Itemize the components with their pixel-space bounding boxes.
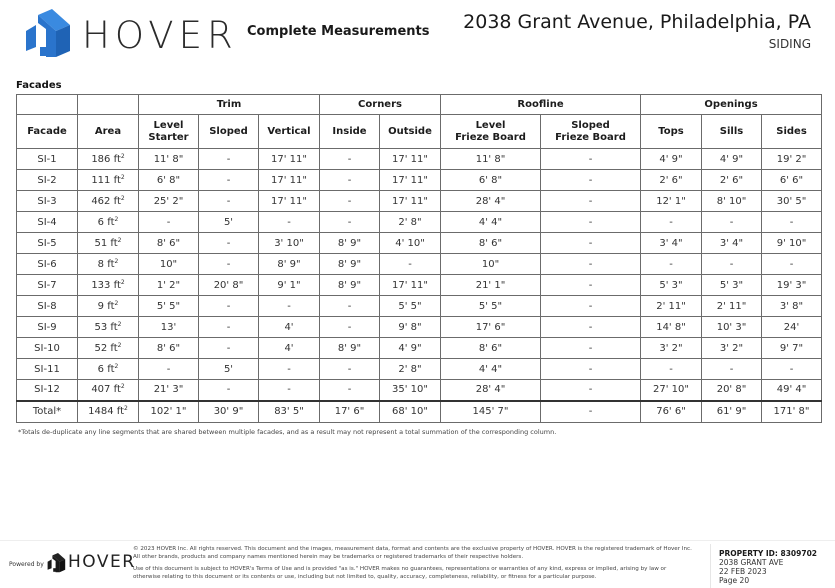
cell-vertical: 4' [259, 317, 320, 338]
cell-tops: 27' 10" [641, 380, 702, 401]
cell-outside: 35' 10" [380, 380, 441, 401]
cell-facade: SI-4 [17, 212, 78, 233]
col-header-inside: Inside [320, 115, 380, 149]
cell-sides: 9' 7" [762, 338, 822, 359]
cell-sides: - [762, 359, 822, 380]
cell-sloped-frieze: - [541, 212, 641, 233]
cell-outside: 4' 10" [380, 233, 441, 254]
cell-sloped-frieze: - [541, 191, 641, 212]
group-header-openings: Openings [641, 95, 822, 115]
cell-sides: - [762, 254, 822, 275]
cell-level-starter: 5' 5" [139, 296, 199, 317]
cell-inside: 8' 9" [320, 233, 380, 254]
cell-area: 6 $ft^2$ [78, 359, 139, 380]
table-row [17, 380, 822, 401]
cell-area: 8 $ft^2$ [78, 254, 139, 275]
table-row [17, 359, 822, 380]
cell-area: 111 $ft^2$ [78, 170, 139, 191]
col-header-area: Area [78, 115, 139, 149]
cell-outside: 9' 8" [380, 317, 441, 338]
cell-vertical: 17' 11" [259, 170, 320, 191]
cell-outside: 2' 8" [380, 212, 441, 233]
cell-vertical: - [259, 359, 320, 380]
cell-level-starter: 13' [139, 317, 199, 338]
cell-sloped: 30' 9" [199, 401, 259, 423]
cell-facade: SI-2 [17, 170, 78, 191]
col-header-level-frieze-board: Level Frieze Board [441, 115, 541, 149]
cell-sills: - [702, 359, 762, 380]
cell-area: 133 $ft^2$ [78, 275, 139, 296]
cell-facade: Total* [17, 401, 78, 423]
cell-level-frieze: 145' 7" [441, 401, 541, 423]
column-header-row [17, 115, 822, 149]
cell-vertical: - [259, 380, 320, 401]
cell-vertical: - [259, 212, 320, 233]
cell-vertical: 83' 5" [259, 401, 320, 423]
cell-sides: 49' 4" [762, 380, 822, 401]
cell-sloped-frieze: - [541, 233, 641, 254]
cell-sloped-frieze: - [541, 380, 641, 401]
cell-inside: - [320, 170, 380, 191]
document-title: Complete Measurements [247, 24, 430, 39]
cell-outside: 17' 11" [380, 191, 441, 212]
cell-vertical: 3' 10" [259, 233, 320, 254]
cell-level-starter: 21' 3" [139, 380, 199, 401]
cell-inside: 8' 9" [320, 275, 380, 296]
cell-level-frieze: 5' 5" [441, 296, 541, 317]
cell-vertical: - [259, 296, 320, 317]
table-row [17, 149, 822, 170]
cell-inside: - [320, 359, 380, 380]
page-number: Page 20 [719, 576, 750, 585]
cell-tops: 3' 2" [641, 338, 702, 359]
cell-level-starter: 6' 8" [139, 170, 199, 191]
cell-level-starter: 1' 2" [139, 275, 199, 296]
cell-sloped: 5' [199, 359, 259, 380]
cell-sloped: - [199, 191, 259, 212]
page-footer [0, 540, 835, 588]
cell-sloped-frieze: - [541, 296, 641, 317]
table-row [17, 317, 822, 338]
cell-facade: SI-5 [17, 233, 78, 254]
cell-level-frieze: 8' 6" [441, 233, 541, 254]
cell-level-starter: 8' 6" [139, 233, 199, 254]
col-header-level-starter: Level Starter [139, 115, 199, 149]
cell-sides: 24' [762, 317, 822, 338]
cell-outside: - [380, 254, 441, 275]
col-header-vertical: Vertical [259, 115, 320, 149]
table-row [17, 254, 822, 275]
col-header-sloped: Sloped [199, 115, 259, 149]
cell-tops: 14' 8" [641, 317, 702, 338]
cell-facade: SI-3 [17, 191, 78, 212]
cell-facade: SI-7 [17, 275, 78, 296]
blank-header [78, 95, 139, 115]
powered-by-label: Powered by [9, 561, 44, 568]
cell-level-starter: 25' 2" [139, 191, 199, 212]
cell-level-starter: 10" [139, 254, 199, 275]
cell-inside: 17' 6" [320, 401, 380, 423]
cell-level-starter: 102' 1" [139, 401, 199, 423]
cell-sides: 30' 5" [762, 191, 822, 212]
legal-terms: Use of this document is subject to HOVER's Terms of Use and is provided "as is." HOVER makes no guarantees, representations or warranties of any kind, express or implied, arising by law or otherwise relating to this document or its contents or use, including but not limited to, quality, accuracy, completeness, reliability, or fitness for a particular purpose. [133, 566, 667, 580]
cell-outside: 4' 9" [380, 338, 441, 359]
cell-outside: 17' 11" [380, 275, 441, 296]
cell-sills: - [702, 254, 762, 275]
cell-area: 9 $ft^2$ [78, 296, 139, 317]
totals-footnote: *Totals de-duplicate any line segments that are shared between multiple facades, and as a result may not represent a total summation of the corresponding column. [18, 428, 557, 436]
cell-sides: 19' 3" [762, 275, 822, 296]
group-header-row [17, 95, 822, 115]
cell-sloped-frieze: - [541, 254, 641, 275]
cell-area: 407 $ft^2$ [78, 380, 139, 401]
cell-vertical: 17' 11" [259, 191, 320, 212]
cell-tops: 2' 11" [641, 296, 702, 317]
cell-sides: 9' 10" [762, 233, 822, 254]
cell-sloped: - [199, 296, 259, 317]
cell-sills: 3' 2" [702, 338, 762, 359]
col-header-facade: Facade [17, 115, 78, 149]
cell-tops: - [641, 212, 702, 233]
cell-sloped: - [199, 338, 259, 359]
cell-facade: SI-9 [17, 317, 78, 338]
cell-sides: 171' 8" [762, 401, 822, 423]
group-header-corners: Corners [320, 95, 441, 115]
cell-sills: 3' 4" [702, 233, 762, 254]
report-date: 22 FEB 2023 [719, 567, 767, 576]
footer-brand-wordmark: HOVER [68, 552, 136, 572]
cell-facade: SI-8 [17, 296, 78, 317]
cell-level-frieze: 8' 6" [441, 338, 541, 359]
cell-vertical: 17' 11" [259, 149, 320, 170]
cell-tops: 3' 4" [641, 233, 702, 254]
blank-header [17, 95, 78, 115]
cell-inside: - [320, 296, 380, 317]
hover-footer-logo-icon [46, 553, 66, 573]
cell-sills: 2' 6" [702, 170, 762, 191]
cell-area: 186 $ft^2$ [78, 149, 139, 170]
cell-facade: SI-6 [17, 254, 78, 275]
cell-sloped: - [199, 149, 259, 170]
cell-sills: 20' 8" [702, 380, 762, 401]
cell-sills: 4' 9" [702, 149, 762, 170]
cell-outside: 17' 11" [380, 149, 441, 170]
cell-level-frieze: 10" [441, 254, 541, 275]
cell-tops: - [641, 254, 702, 275]
legal-copyright: © 2023 HOVER Inc. All rights reserved. This document and the images, measurement data, format and contents are the exclusive property of HOVER. HOVER is the registered trademark of Hover Inc. All other brands, products and company names mentioned herein may be trademarks or registered trademarks of their respective holders. [133, 546, 692, 560]
cell-vertical: 8' 9" [259, 254, 320, 275]
cell-sloped: - [199, 233, 259, 254]
cell-inside: - [320, 212, 380, 233]
cell-facade: SI-11 [17, 359, 78, 380]
report-header [0, 0, 835, 70]
table-row [17, 338, 822, 359]
cell-facade: SI-1 [17, 149, 78, 170]
cell-sloped-frieze: - [541, 275, 641, 296]
cell-area: 51 $ft^2$ [78, 233, 139, 254]
cell-sloped: - [199, 254, 259, 275]
cell-area: 6 $ft^2$ [78, 212, 139, 233]
group-header-roofline: Roofline [441, 95, 641, 115]
cell-sills: 8' 10" [702, 191, 762, 212]
cell-sloped: - [199, 380, 259, 401]
cell-level-frieze: 4' 4" [441, 212, 541, 233]
col-header-sills: Sills [702, 115, 762, 149]
cell-sloped-frieze: - [541, 149, 641, 170]
property-address: 2038 Grant Avenue, Philadelphia, PA [463, 11, 811, 33]
cell-tops: - [641, 359, 702, 380]
section-label-facades: Facades [16, 80, 62, 91]
cell-inside: - [320, 149, 380, 170]
cell-sloped-frieze: - [541, 359, 641, 380]
cell-area: 53 $ft^2$ [78, 317, 139, 338]
cell-sloped: 5' [199, 212, 259, 233]
cell-sides: 6' 6" [762, 170, 822, 191]
cell-outside: 5' 5" [380, 296, 441, 317]
cell-level-frieze: 6' 8" [441, 170, 541, 191]
col-header-tops: Tops [641, 115, 702, 149]
cell-sloped-frieze: - [541, 338, 641, 359]
cell-sloped: 20' 8" [199, 275, 259, 296]
property-street: 2038 GRANT AVE [719, 558, 784, 567]
cell-area: 52 $ft^2$ [78, 338, 139, 359]
cell-facade: SI-12 [17, 380, 78, 401]
table-row [17, 233, 822, 254]
cell-level-frieze: 28' 4" [441, 191, 541, 212]
cell-sloped-frieze: - [541, 170, 641, 191]
property-info [710, 544, 835, 588]
cell-facade: SI-10 [17, 338, 78, 359]
cell-sloped: - [199, 317, 259, 338]
cell-inside: - [320, 191, 380, 212]
group-header-trim: Trim [139, 95, 320, 115]
cell-sills: - [702, 212, 762, 233]
cell-level-frieze: 11' 8" [441, 149, 541, 170]
cell-outside: 17' 11" [380, 170, 441, 191]
legal-text [133, 546, 693, 586]
cell-sills: 10' 3" [702, 317, 762, 338]
property-id: PROPERTY ID: 8309702 [719, 549, 818, 558]
col-header-sides: Sides [762, 115, 822, 149]
cell-sides: - [762, 212, 822, 233]
facades-table [16, 94, 822, 423]
cell-level-frieze: 4' 4" [441, 359, 541, 380]
cell-sloped: - [199, 170, 259, 191]
cell-sloped-frieze: - [541, 317, 641, 338]
col-header-sloped-frieze-board: Sloped Frieze Board [541, 115, 641, 149]
table-row [17, 191, 822, 212]
table-row [17, 275, 822, 296]
cell-sills: 61' 9" [702, 401, 762, 423]
cell-vertical: 9' 1" [259, 275, 320, 296]
cell-level-frieze: 17' 6" [441, 317, 541, 338]
cell-tops: 2' 6" [641, 170, 702, 191]
table-row [17, 296, 822, 317]
cell-outside: 2' 8" [380, 359, 441, 380]
cell-level-frieze: 28' 4" [441, 380, 541, 401]
cell-inside: - [320, 317, 380, 338]
cell-level-starter: 8' 6" [139, 338, 199, 359]
cell-tops: 4' 9" [641, 149, 702, 170]
table-body [17, 149, 822, 423]
table-row [17, 170, 822, 191]
cell-level-starter: - [139, 359, 199, 380]
total-row [17, 401, 822, 423]
cell-level-starter: 11' 8" [139, 149, 199, 170]
cell-area: 1484 $ft^2$ [78, 401, 139, 423]
cell-tops: 76' 6" [641, 401, 702, 423]
cell-sills: 2' 11" [702, 296, 762, 317]
cell-level-frieze: 21' 1" [441, 275, 541, 296]
cell-sides: 19' 2" [762, 149, 822, 170]
cell-outside: 68' 10" [380, 401, 441, 423]
report-category: SIDING [768, 37, 811, 51]
cell-area: 462 $ft^2$ [78, 191, 139, 212]
col-header-outside: Outside [380, 115, 441, 149]
cell-level-starter: - [139, 212, 199, 233]
cell-tops: 12' 1" [641, 191, 702, 212]
cell-tops: 5' 3" [641, 275, 702, 296]
cell-inside: 8' 9" [320, 254, 380, 275]
cell-inside: 8' 9" [320, 338, 380, 359]
table-row [17, 212, 822, 233]
brand-wordmark: HOVER [82, 14, 238, 57]
cell-sloped-frieze: - [541, 401, 641, 423]
cell-inside: - [320, 380, 380, 401]
cell-sides: 3' 8" [762, 296, 822, 317]
hover-logo-icon [24, 9, 70, 59]
cell-sills: 5' 3" [702, 275, 762, 296]
cell-vertical: 4' [259, 338, 320, 359]
